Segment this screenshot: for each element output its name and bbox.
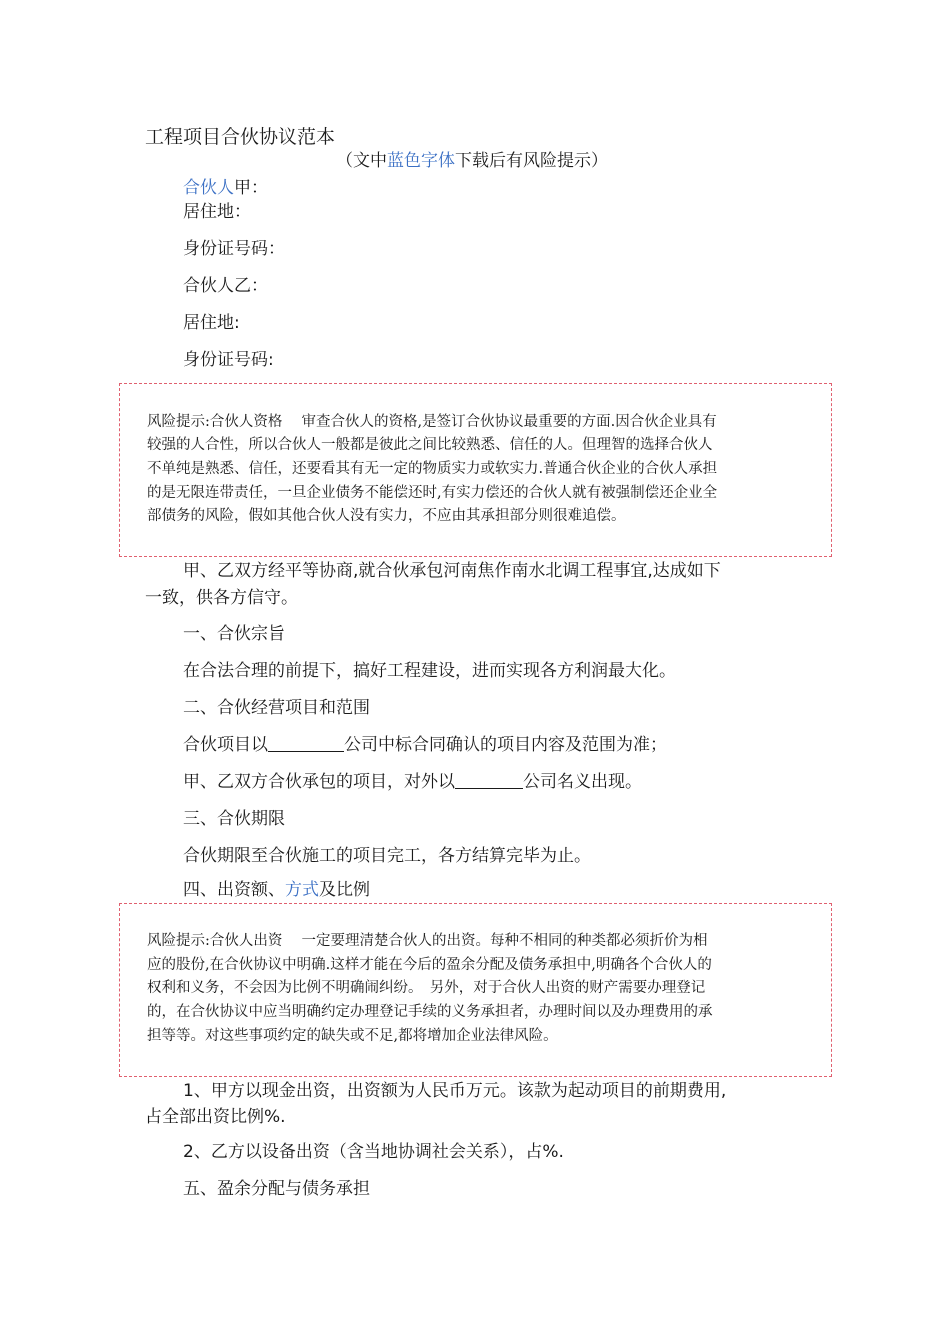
risk2-line-5: 担等等。对这些事项约定的缺失或不足,都将增加企业法律风险。	[147, 1028, 558, 1044]
risk2-line-1: 风险提示:合伙人出资 一定要理清楚合伙人的出资。每种不相同的种类都必须折价为相	[147, 933, 708, 949]
subtitle-blue-text: 蓝色字体	[387, 151, 455, 171]
partner-b-label: 合伙人乙：	[183, 276, 268, 296]
section-2-title: 二、合伙经营项目和范围	[183, 698, 370, 718]
section-1-body: 在合法合理的前提下，搞好工程建设，进而实现各方利润最大化。	[183, 661, 676, 681]
project-company-blank	[268, 733, 344, 752]
risk2-line-3: 权利和义务，不会因为比例不明确闹纠纷。 另外，对于合伙人出资的财产需要办理登记	[147, 980, 706, 996]
s4-title-blue: 方式	[285, 880, 319, 900]
risk1-line-1: 风险提示:合伙人资格 审查合伙人的资格,是签订合伙协议最重要的方面.因合伙企业具有	[147, 414, 717, 430]
s2-body2-pre: 甲、乙双方合伙承包的项目，对外以	[183, 772, 455, 792]
risk2-line-2: 应的股份,在合伙协议中明确.这样才能在今后的盈余分配及债务承担中,明确各个合伙人的	[147, 957, 712, 973]
section-1-title: 一、合伙宗旨	[183, 624, 285, 644]
s4-title-post: 及比例	[319, 880, 370, 900]
s2-body1-post: 公司中标合同确认的项目内容及范围为准；	[344, 735, 667, 755]
document-subtitle	[336, 149, 608, 173]
risk1-line-2: 较强的人合性，所以合伙人一般都是彼此之间比较熟悉、信任的人。但理智的选择合伙人	[147, 437, 713, 453]
residence-b-label: 居住地:	[183, 313, 240, 333]
id-a-label: 身份证号码：	[183, 239, 285, 259]
intro-line-1: 甲、乙双方经平等协商,就合伙承包河南焦作南水北调工程事宜,达成如下	[183, 561, 721, 581]
partner-a-suffix: 甲：	[234, 178, 268, 198]
id-b-label: 身份证号码:	[183, 350, 274, 370]
risk1-line-3: 不单纯是熟悉、信任，还要看其有无一定的物质实力或软实力.普通合伙企业的合伙人承担	[147, 461, 718, 477]
contribution-1-line-1: 1、甲方以现金出资，出资额为人民币万元。该款为起动项目的前期费用,	[183, 1081, 727, 1101]
section-3-title: 三、合伙期限	[183, 809, 285, 829]
contribution-2: 2、乙方以设备出资（含当地协调社会关系），占%.	[183, 1142, 564, 1162]
section-2-body-2	[183, 770, 642, 794]
section-2-body-1	[183, 733, 667, 757]
s2-body2-post: 公司名义出现。	[523, 772, 642, 792]
subtitle-prefix: （文中	[336, 151, 387, 171]
subtitle-suffix: 下载后有风险提示）	[455, 151, 608, 171]
partner-a-blue: 合伙人	[183, 178, 234, 198]
contribution-1-line-2: 占全部出资比例%.	[145, 1107, 286, 1127]
section-4-title	[183, 878, 370, 902]
partner-a-label	[183, 176, 268, 200]
intro-line-2: 一致，供各方信守。	[145, 588, 298, 608]
residence-a-label: 居住地：	[183, 202, 251, 222]
risk1-line-4: 的是无限连带责任，一旦企业债务不能偿还时,有实力偿还的合伙人就有被强制偿还企业全	[147, 485, 718, 501]
section-5-title: 五、盈余分配与债务承担	[183, 1179, 370, 1199]
risk1-line-5: 部债务的风险，假如其他合伙人没有实力，不应由其承担部分则很难追偿。	[147, 508, 626, 524]
s2-body1-pre: 合伙项目以	[183, 735, 268, 755]
document-title: 工程项目合伙协议范本	[145, 126, 336, 148]
section-3-body: 合伙期限至合伙施工的项目完工，各方结算完毕为止。	[183, 846, 591, 866]
s4-title-pre: 四、出资额、	[183, 880, 285, 900]
risk2-line-4: 的，在合伙协议中应当明确约定办理登记手续的义务承担者，办理时间以及办理费用的承	[147, 1004, 713, 1020]
external-company-blank	[455, 770, 523, 789]
